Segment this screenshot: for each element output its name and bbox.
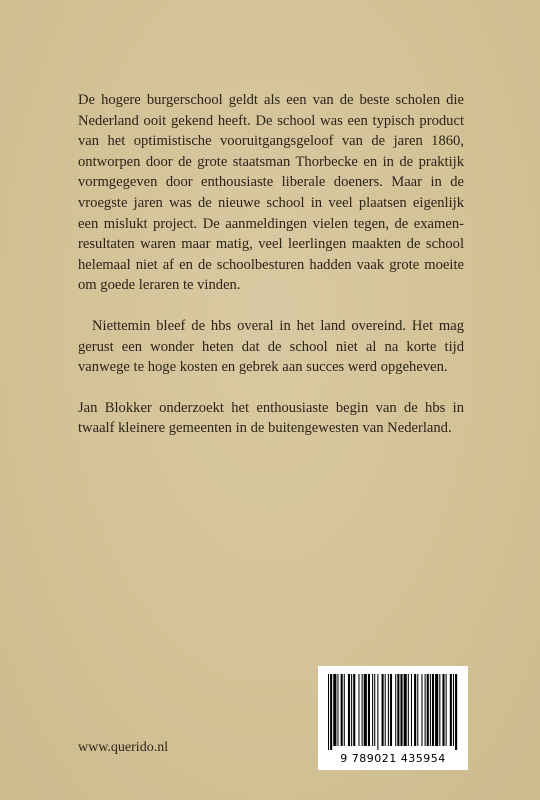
barcode-bar xyxy=(330,674,332,750)
barcode-bar xyxy=(411,674,412,746)
barcode-bar xyxy=(395,674,396,746)
blurb-paragraph-3: Jan Blokker onderzoekt het enthousiaste begin van de hbs in twaalf kleinere gemeenten in de buitengewesten van Nederland. xyxy=(78,399,464,437)
barcode-bar xyxy=(414,674,416,746)
barcode-bar xyxy=(348,674,350,746)
barcode-icon xyxy=(326,674,460,750)
barcode-bar xyxy=(351,674,352,746)
barcode-bar xyxy=(432,674,434,746)
barcode-bar xyxy=(408,674,409,746)
barcode-bar xyxy=(417,674,418,746)
barcode-bar xyxy=(382,674,384,746)
barcode-bar xyxy=(362,674,363,746)
barcode-bar xyxy=(397,674,399,746)
barcode-bar xyxy=(425,674,426,746)
barcode-bar xyxy=(333,674,336,746)
barcode-bar xyxy=(427,674,429,746)
barcode-bar xyxy=(364,674,367,746)
barcode-bar xyxy=(455,674,457,750)
barcode-bar xyxy=(388,674,389,746)
barcode-bar xyxy=(446,674,447,746)
barcode-bar xyxy=(400,674,402,746)
isbn-number: 9 789021 435954 xyxy=(340,752,446,765)
barcode-bar xyxy=(404,674,407,746)
barcode-bar xyxy=(344,674,345,746)
barcode-bar xyxy=(430,674,431,746)
barcode-bar xyxy=(385,674,386,746)
barcode-bar xyxy=(390,674,392,746)
barcode-bar xyxy=(337,674,338,746)
barcode-bar xyxy=(358,674,359,746)
cover-blurb xyxy=(78,90,464,439)
barcode-bar xyxy=(442,674,444,746)
barcode-bar xyxy=(341,674,343,746)
barcode-bar xyxy=(435,674,438,746)
barcode-bar xyxy=(374,674,375,746)
blurb-paragraph-2: Niettemin bleef de hbs overal in het land overeind. Het mag gerust een wonder heten dat de school niet al na korte tijd vanwege te hoge kosten en gebrek aan succes werd opgeheven. xyxy=(78,317,464,376)
barcode-bar xyxy=(450,674,452,746)
blurb-paragraph-1: De hogere burgerschool geldt als een van de beste scholen die Nederland ooit gekend heeft. De school was een typisch product van het optimistische vooruitgangsgeloof van de jaren 1860, ontworpen door de grote staatsman Thorbecke en in de praktijk vormgegeven door enthousiaste liberale doeners. Maar in de vroegste jaren was de nieuwe school in veel plaatsen eigenlijk een mislukt project. De aanmeldingen vielen tegen, de examen-resultaten waren maar matig, veel leerlingen maakten de school helemaal niet af en de schoolbesturen hadden vaak grote moeite om goede leraren te vinden. xyxy=(78,92,464,294)
barcode-bar xyxy=(439,674,440,746)
barcode-bar xyxy=(353,674,355,746)
barcode-bar xyxy=(421,674,422,746)
barcode-bar xyxy=(453,674,454,746)
isbn-barcode xyxy=(318,666,468,770)
barcode-bar xyxy=(372,674,373,746)
barcode-bar xyxy=(328,674,329,750)
barcode-bar xyxy=(377,674,378,750)
barcode-bar xyxy=(368,674,370,746)
publisher-url: www.querido.nl xyxy=(78,740,169,755)
